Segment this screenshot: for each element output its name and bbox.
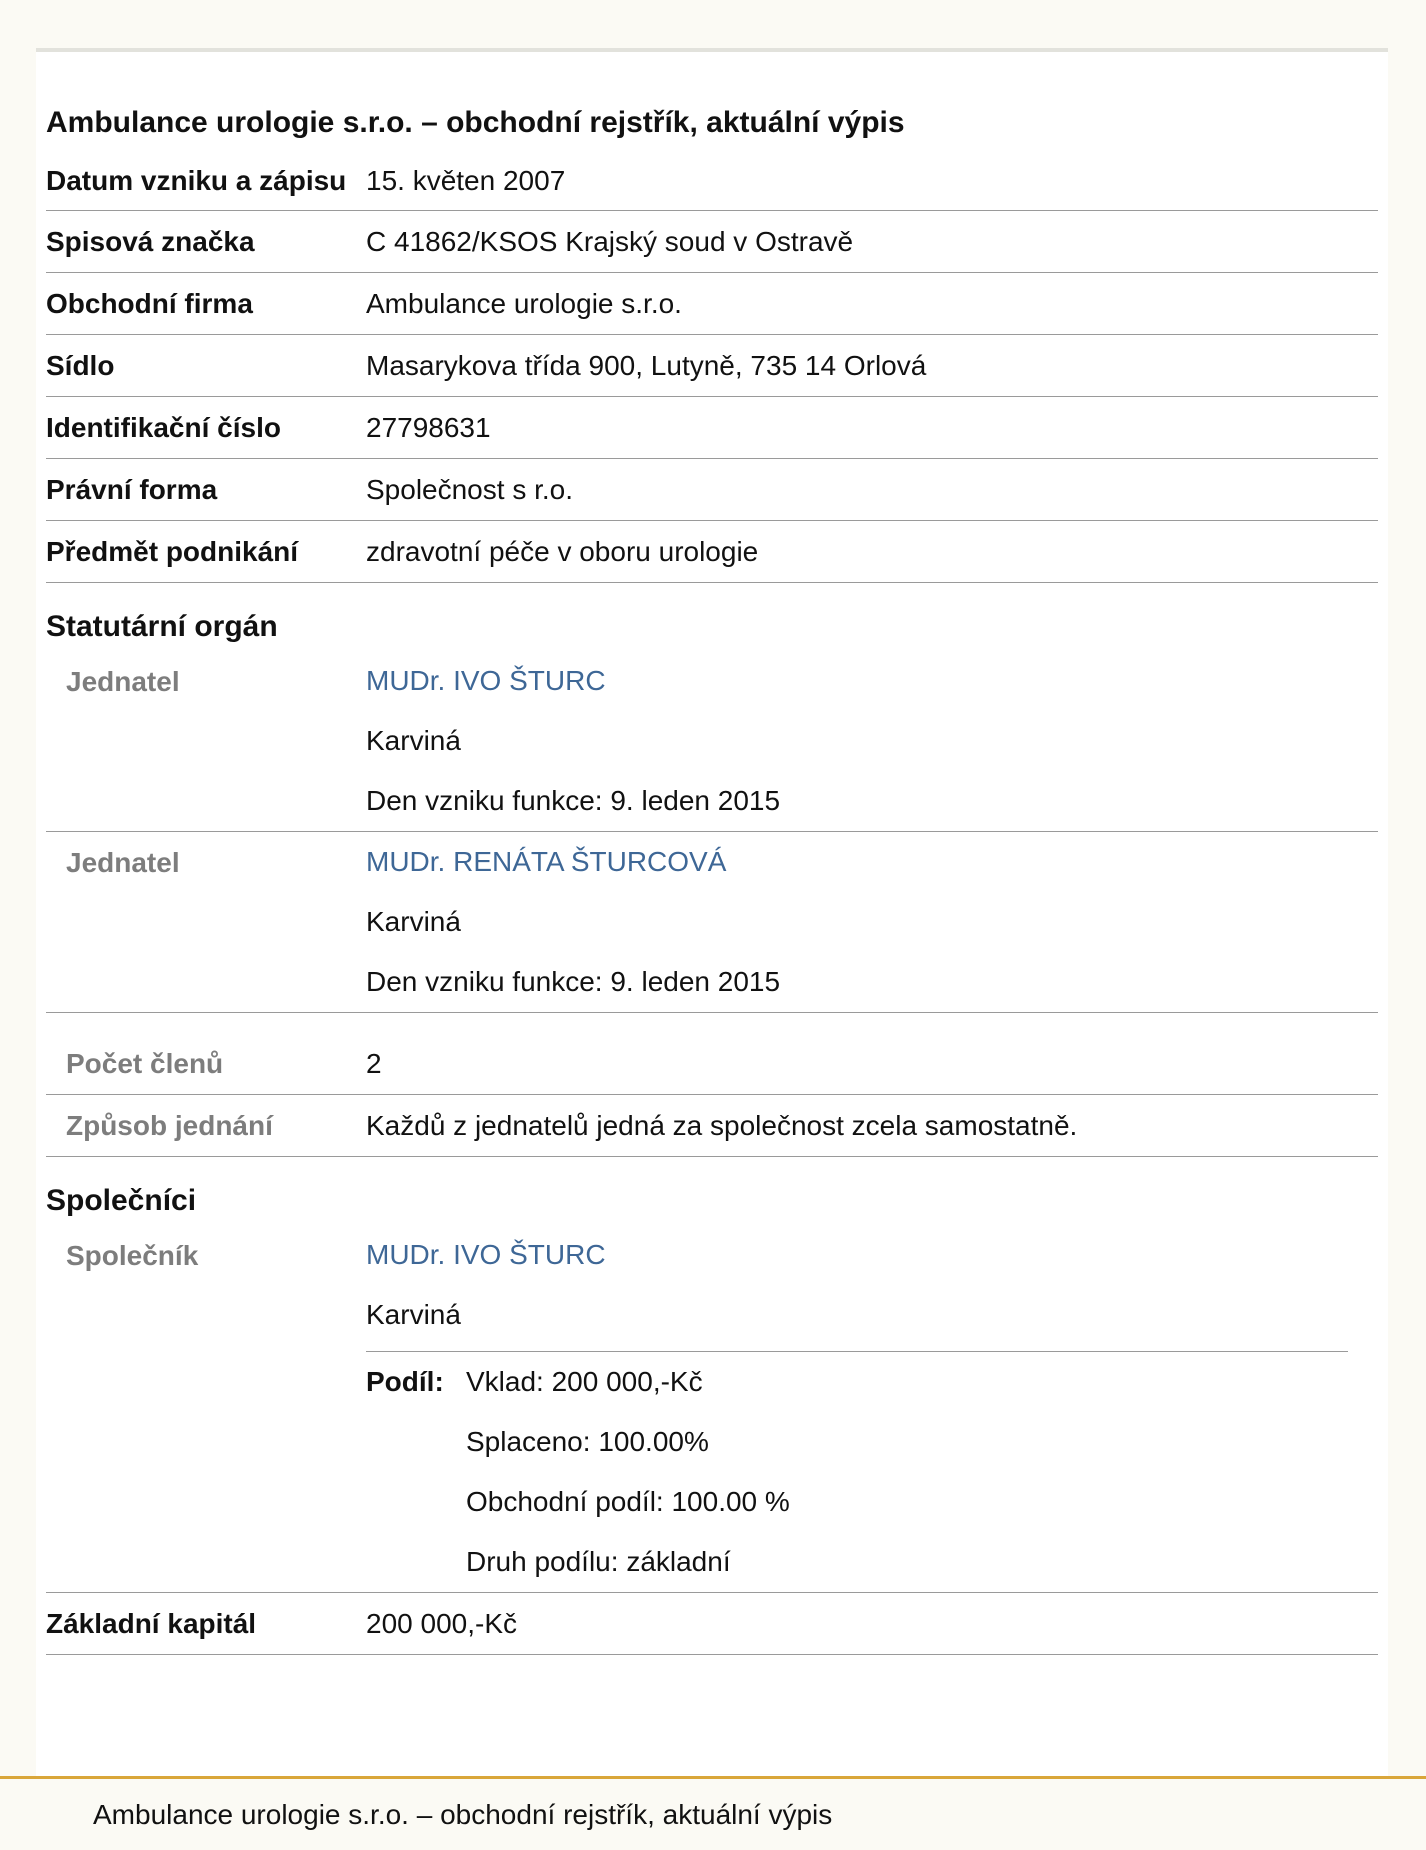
conduct-value: Každů z jednatelů jedná za společnost zcela samostatně.: [366, 1110, 1078, 1141]
share-label: Podíl:: [366, 1366, 444, 1397]
member-count-value: 2: [366, 1048, 382, 1079]
info-row-founded: [46, 152, 1378, 211]
row-value: 27798631: [366, 412, 491, 443]
member-city: Karviná: [366, 906, 461, 937]
row-value: zdravotní péče v oboru urologie: [366, 536, 759, 567]
row-label: Obchodní firma: [46, 288, 253, 319]
info-row-legal-form: [46, 459, 1378, 521]
person-link[interactable]: MUDr. IVO ŠTURC: [366, 665, 606, 696]
info-row-id-number: [46, 397, 1378, 459]
section-heading-partners: Společníci: [46, 1184, 197, 1217]
register-extract-card: [36, 48, 1388, 1776]
member-since: Den vzniku funkce: 9. leden 2015: [366, 785, 781, 816]
info-row-capital: [46, 1593, 1378, 1655]
footer-title: Ambulance urologie s.r.o. – obchodní rejstřík, aktuální výpis: [93, 1799, 833, 1830]
partner-role: Společník: [66, 1240, 199, 1271]
footer-divider: [0, 1776, 1426, 1779]
member-count-row: [46, 1013, 1378, 1095]
share-business: Obchodní podíl: 100.00 %: [466, 1486, 790, 1517]
section-heading-statutory: Statutární orgán: [46, 610, 278, 643]
row-label: Předmět podnikání: [46, 536, 299, 567]
info-row-company-name: [46, 273, 1378, 335]
info-row-file-number: [46, 211, 1378, 273]
row-value: C 41862/KSOS Krajský soud v Ostravě: [366, 226, 854, 257]
row-label: Spisová značka: [46, 226, 255, 257]
partner-city: Karviná: [366, 1299, 461, 1330]
member-since: Den vzniku funkce: 9. leden 2015: [366, 966, 781, 997]
row-value: Ambulance urologie s.r.o.: [366, 288, 682, 319]
statutory-member: [46, 651, 1378, 832]
person-link[interactable]: MUDr. RENÁTA ŠTURCOVÁ: [366, 846, 727, 877]
share-paid: Splaceno: 100.00%: [466, 1426, 709, 1457]
conduct-label: Způsob jednání: [66, 1110, 273, 1141]
member-role: Jednatel: [66, 847, 180, 878]
page-title: Ambulance urologie s.r.o. – obchodní rejstřík, aktuální výpis: [46, 106, 905, 139]
conduct-row: [46, 1095, 1378, 1157]
info-row-address: [46, 335, 1378, 397]
partner-entry: [46, 1225, 1378, 1593]
share-type: Druh podílu: základní: [466, 1546, 731, 1577]
row-label: Základní kapitál: [46, 1608, 257, 1639]
row-value: 200 000,-Kč: [366, 1608, 517, 1639]
row-label: Datum vzniku a zápisu: [46, 165, 347, 196]
row-value: Masarykova třída 900, Lutyně, 735 14 Orlová: [366, 350, 927, 381]
row-value: 15. květen 2007: [366, 165, 566, 196]
row-label: Identifikační číslo: [46, 412, 281, 443]
share-block: [366, 1351, 1348, 1592]
info-row-business-subject: [46, 521, 1378, 583]
row-label: Sídlo: [46, 350, 115, 381]
row-label: Právní forma: [46, 474, 218, 505]
statutory-member: [46, 832, 1378, 1013]
member-city: Karviná: [366, 725, 461, 756]
member-count-label: Počet členů: [66, 1048, 224, 1079]
row-value: Společnost s r.o.: [366, 474, 574, 505]
share-deposit: Vklad: 200 000,-Kč: [466, 1366, 703, 1397]
person-link[interactable]: MUDr. IVO ŠTURC: [366, 1239, 606, 1270]
member-role: Jednatel: [66, 666, 180, 697]
